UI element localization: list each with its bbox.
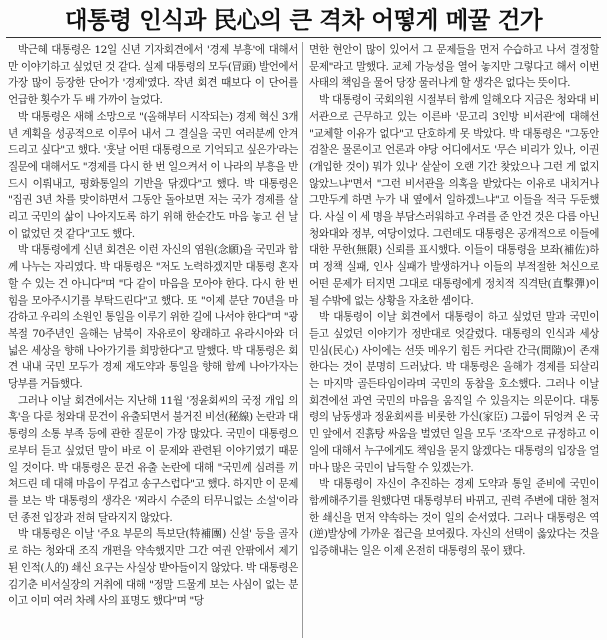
paragraph: 박근혜 대통령은 12일 신년 기자회견에서 '경제 부흥'에 대해서만 이야기하고 싶었던 것 같다. 실제 대통령의 모두(冒頭) 발언에서 가장 많이 등장한 단어가 '경제'였다. 작년 회견 때보다 이 단어를 언급한 횟수가 두 배 가까이 늘었다. bbox=[8, 44, 298, 107]
headline-rule bbox=[6, 37, 601, 38]
left-column bbox=[8, 42, 298, 640]
headline: 대통령 인식과 民心의 큰 격차 어떻게 메꿀 건가 bbox=[64, 6, 543, 34]
right-column bbox=[309, 42, 599, 640]
column-divider bbox=[302, 42, 303, 638]
paragraph: 박 대통령은 새해 소망으로 "(올해부터 시작되는) 경제 혁신 3개년 계획을 성공적으로 이루어 내서 그 결실을 국민 여러분께 안겨 드리고 싶다"고 했다. '훗날 어떤 대통령으로 기억되고 싶은가'라는 질문에 대해서도 "경제를 다시 한 번 일으켜서 이 나라의 부흥을 반드시 이뤄내고, 평화통일의 기반을 닦겠다"고 했다. 박 대통령은 "집권 3년 차를 맞이하면서 그동안 돌아보면 저는 국가 경제를 살리고 국민의 삶이 나아지도록 하기 위해 한순간도 마음 놓고 쉰 날이 없었던 것 같다"고도 했다. bbox=[8, 110, 298, 240]
paragraph-continued: 면한 현안이 많이 있어서 그 문제들을 먼저 수습하고 나서 결정할 문제"라고 말했다. 교체 가능성을 열어 놓지만 그렇다고 해서 이번 사태의 책임을 물어 당장 물러나게 할 생각은 없다는 뜻이다. bbox=[309, 44, 599, 90]
paragraph: 박 대통령에게 신년 회견은 이런 자신의 염원(念願)을 국민과 함께 나누는 자리였다. 박 대통령은 "저도 노력하겠지만 대통령 혼자 할 수 있는 건 아니다"며 "다 같이 마음을 모아야 한다. 다시 한 번 힘을 모아주시기를 부탁드린다"고 했다. 또 "이제 분단 70년을 마감하고 우리의 소원인 통일을 이루기 위한 길에 나서야 한다"며 "광복절 70주년인 올해는 남북이 자유로이 왕래하고 유라시아와 더 넓은 세상을 향해 나아가기를 희망한다"고 말했다. 박 대통령은 회견 내내 국민 모두가 경제 재도약과 통일을 향해 함께 나아가자는 당부를 거듭했다. bbox=[8, 244, 298, 391]
paragraph: 그러나 이날 회견에서는 지난해 11월 '정윤회씨의 국정 개입 의혹'을 다룬 청와대 문건이 유출되면서 불거진 비선(秘線) 논란과 대통령의 소통 부족 등에 관한 질문이 가장 많았다. 국민이 대통령으로부터 듣고 싶었던 말이 바로 이 문제와 관련된 이야기였기 때문일 것이다. 박 대통령은 문건 유출 논란에 대해 "국민께 심려를 끼쳐드린 데 대해 마음이 무겁고 송구스럽다"고 했다. 하지만 이 문제를 보는 박 대통령의 생각은 '찌라시 수준의 터무니없는 소설'이라던 종전 입장과 전혀 달라지지 않았다. bbox=[8, 394, 298, 524]
paragraph: 박 대통령이 이날 회견에서 대통령이 하고 싶었던 말과 국민이 듣고 싶었던 이야기가 정반대로 엇갈렸다. 대통령의 인식과 세상 민심(民心) 사이에는 선뜻 메우기 힘든 커다란 간극(間隙)이 존재한다는 것이 분명히 드러났다. 박 대통령은 올해가 경제를 되살리는 마지막 골든타임이라며 국민의 동참을 호소했다. 그러나 이날 회견에선 과연 국민의 마음을 움직일 수 있을지는 의문이다. 대통령의 남동생과 정윤회씨를 비롯한 가신(家臣) 그룹이 뒤엉켜 온 국민 앞에서 진흙탕 싸움을 벌였던 일을 모두 '조작'으로 규정하고 이 일에 대해서 누구에게도 책임을 묻지 않겠다는 대통령의 입장을 얼마나 많은 국민이 납득할 수 있겠는가. bbox=[309, 311, 599, 474]
paragraph: 박 대통령이 국회의원 시절부터 함께 일해오다 지금은 청와대 비서관으로 근무하고 있는 이른바 '문고리 3인방 비서관'에 대해선 "교체할 이유가 없다"고 단호하게 못 박았다. 박 대통령은 "그동안 검찰은 물론이고 언론과 야당 어디에서도 '무슨 비리가 있나, 이권(개입한 것이) 뭐가 있나' 샅샅이 오랜 기간 찾았으나 그런 게 없지 않았느냐"면서 "그런 비서관을 의혹을 받았다는 이유로 내치거나 그만두게 하면 누가 내 옆에서 일하겠느냐"고 이들을 적극 두둔했다. 사실 이 세 명을 부담스러워하고 우려를 준 안건 것은 다름 아닌 청와대와 정부, 여당이었다. 그런데도 대통령은 공개적으로 이들에 대한 무한(無限) 신뢰를 표시했다. 이들이 대통령을 보좌(補佐)하며 정책 실패, 인사 실패가 발생하거나 이들의 부적절한 처신으로 어떤 문제가 터지면 그대로 대통령에게 정치적 직격탄(直擊彈)이 될 수밖에 없는 상황을 자초한 셈이다. bbox=[309, 94, 599, 307]
paragraph: 박 대통령이 자신이 추진하는 경제 도약과 통일 준비에 국민이 함께해주기를 원했다면 대통령부터 바뀌고, 권력 주변에 대한 철저한 쇄신을 먼저 약속하는 것이 일의 순서였다. 그러나 대통령은 역(逆)발상에 가까운 접근을 보여줬다. 자신의 선택이 옳았다는 것을 입증해내는 일은 이제 온전히 대통령의 몫이 됐다. bbox=[309, 478, 599, 558]
paragraph: 박 대통령은 이날 '주요 부문의 특보단(特補團) 신설' 등을 골자로 하는 청와대 조직 개편을 약속했지만 그간 여권 안팎에서 제기된 인적(人的) 쇄신 요구는 사실상 받아들이지 않았다. 박 대통령은 김기춘 비서실장의 거취에 대해 "정말 드물게 보는 사심이 없는 분이고 이미 여러 차례 사의 표명도 했다"며 "당 bbox=[8, 528, 298, 608]
